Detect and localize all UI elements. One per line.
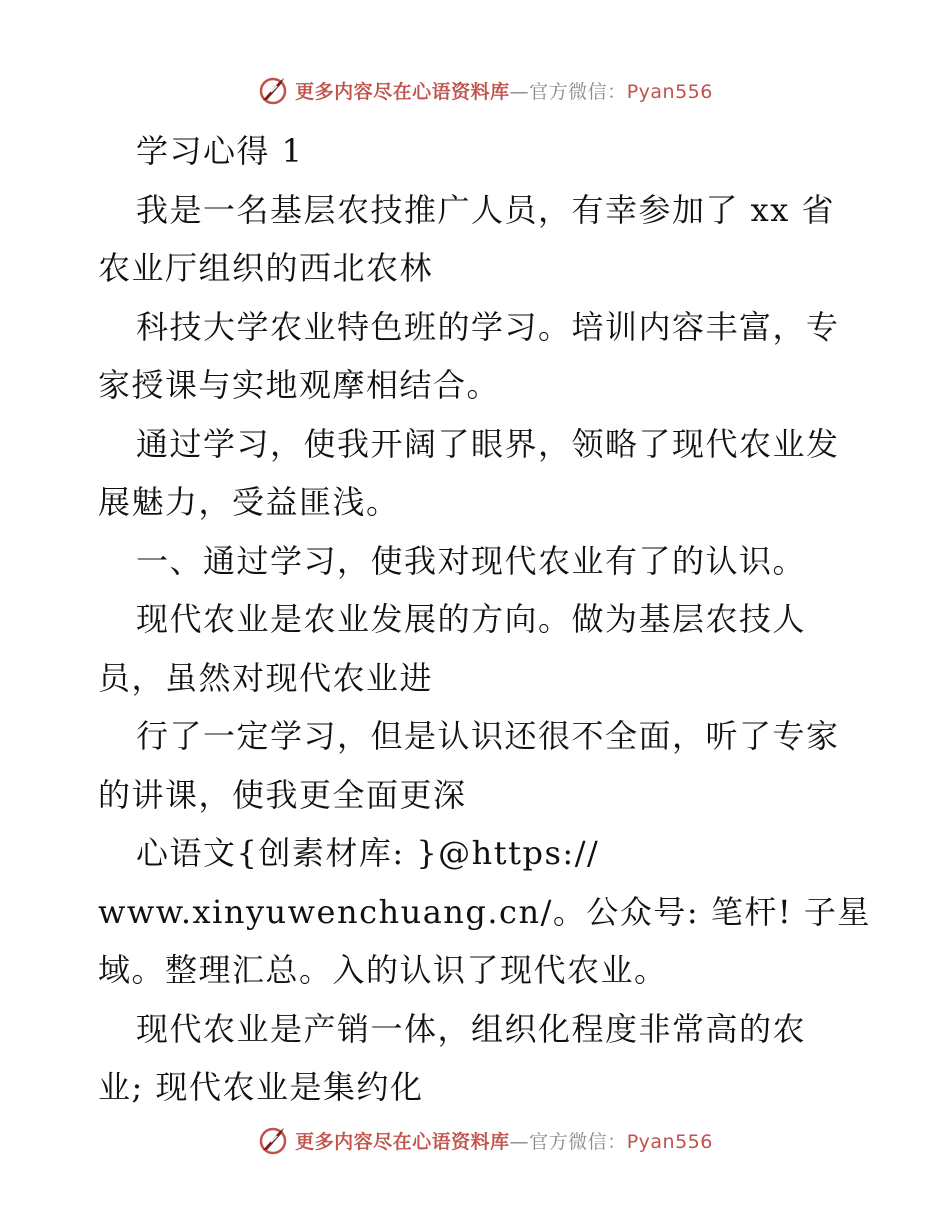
doc-line: 通过学习，使我开阔了眼界，领略了现代农业发 xyxy=(136,424,840,463)
banner-title: 更多内容尽在心语资料库 xyxy=(295,1130,510,1153)
header-banner-inner xyxy=(257,74,713,106)
doc-line: 域。整理汇总。入的认识了现代农业。 xyxy=(98,951,668,989)
quill-logo-icon xyxy=(257,1124,289,1156)
doc-line: www.xinyuwenchuang.cn/。公众号: 笔杆! 子星 xyxy=(98,892,871,931)
document-body xyxy=(98,122,871,1117)
header-banner-text xyxy=(295,77,713,104)
doc-line: 科技大学农业特色班的学习。培训内容丰富，专 xyxy=(136,307,840,346)
footer-banner-text xyxy=(295,1127,713,1154)
doc-line: 家授课与实地观摩相结合。 xyxy=(98,366,501,404)
banner-separator: —官方微信： xyxy=(509,80,627,103)
banner-title: 更多内容尽在心语资料库 xyxy=(295,80,510,103)
quill-logo-icon xyxy=(257,74,289,106)
doc-line: 农业厅组织的西北农林 xyxy=(98,249,434,287)
footer-banner xyxy=(0,1120,950,1160)
doc-line: 的讲课，使我更全面更深 xyxy=(98,775,467,814)
doc-line: 员，虽然对现代农业进 xyxy=(98,658,434,697)
doc-line: 展魅力，受益匪浅。 xyxy=(98,483,400,521)
doc-line: 业; 现代农业是集约化 xyxy=(98,1068,424,1106)
doc-line: 现代农业是农业发展的方向。做为基层农技人 xyxy=(136,600,807,638)
doc-line: 我是一名基层农技推广人员，有幸参加了 xx 省 xyxy=(136,190,835,229)
banner-separator: —官方微信： xyxy=(509,1130,627,1153)
footer-banner-inner xyxy=(257,1124,713,1156)
doc-title: 学习心得 1 xyxy=(136,132,304,170)
banner-wechat-id: Pyan556 xyxy=(626,80,713,103)
doc-line: 行了一定学习，但是认识还很不全面，听了专家 xyxy=(136,717,840,755)
header-banner xyxy=(0,70,950,110)
doc-line: 心语文{创素材库: }@https:// xyxy=(136,834,600,872)
doc-line: 现代农业是产销一体，组织化程度非常高的农 xyxy=(136,1009,807,1048)
banner-wechat-id: Pyan556 xyxy=(626,1130,713,1153)
doc-section-heading: 一、通过学习，使我对现代农业有了的认识。 xyxy=(136,541,807,580)
